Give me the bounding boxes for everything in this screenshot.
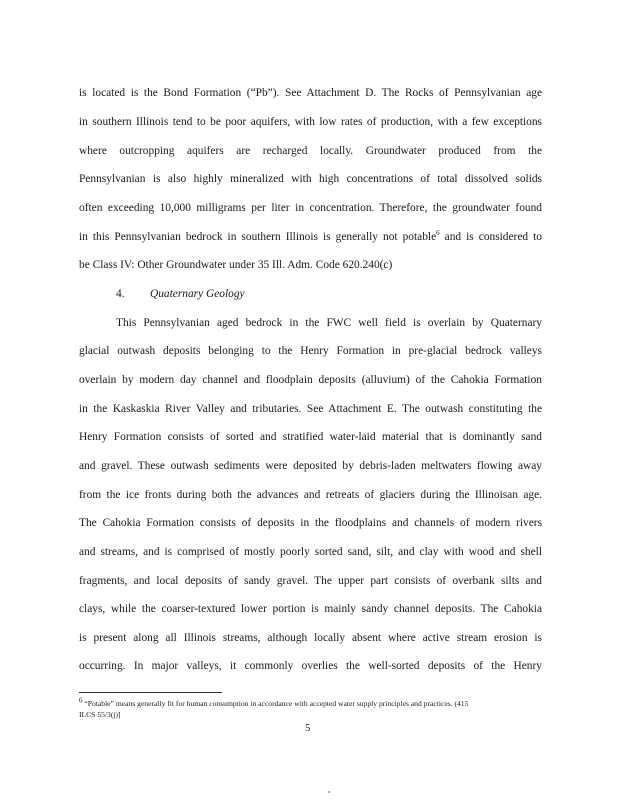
paragraph-2-line-2: glacial outwash deposits belonging to the Henry Formation in pre-glacial bedrock valleys	[79, 345, 542, 357]
paragraph-1-line-1: is located is the Bond Formation (“Pb”). See Attachment D. The Rocks of Pennsylvanian age	[79, 87, 542, 99]
footnote-line-1	[79, 696, 549, 709]
paragraph-2-line-8: The Cahokia Formation consists of deposits in the floodplains and channels of modern rivers	[79, 517, 542, 529]
paragraph-2-line-13: occurring. In major valleys, it commonly overlies the well-sorted deposits of the Henry	[79, 660, 542, 672]
paragraph-2-line-10: fragments, and local deposits of sandy gravel. The upper part consists of overbank silts and	[79, 575, 542, 587]
section-number: 4.	[116, 288, 125, 300]
paragraph-1-line-5: often exceeding 10,000 milligrams per liter in concentration. Therefore, the groundwater found	[79, 202, 542, 214]
footnote-reference: 6	[436, 229, 440, 238]
footnote-line-2: ILCS 55/3(j)]	[79, 710, 121, 719]
paragraph-2-line-3: overlain by modern day channel and floodplain deposits (alluvium) of the Cahokia Formation	[79, 374, 542, 386]
paragraph-1-line-6	[79, 230, 542, 244]
page-number: 5	[305, 723, 311, 734]
paragraph-2-line-1: This Pennsylvanian aged bedrock in the FWC well field is overlain by Quaternary	[116, 317, 542, 329]
paragraph-2-line-5: Henry Formation consists of sorted and stratified water-laid material that is dominantly sand	[79, 431, 542, 443]
paragraph-1-line-7: be Class IV: Other Groundwater under 35 Ill. Adm. Code 620.240(c)	[79, 259, 393, 271]
section-heading	[116, 287, 245, 301]
paragraph-2-line-4: in the Kaskaskia River Valley and tributaries. See Attachment E. The outwash constituting the	[79, 403, 542, 415]
paragraph-2-line-9: and streams, and is comprised of mostly poorly sorted sand, silt, and clay with wood and shell	[79, 546, 542, 558]
scan-speck	[328, 791, 330, 793]
footnote-separator	[79, 692, 222, 693]
paragraph-2-line-11: clays, while the coarser-textured lower portion is mainly sandy channel deposits. The Cahokia	[79, 603, 542, 615]
paragraph-2-line-12: is present along all Illinois streams, although locally absent where active stream erosion is	[79, 632, 542, 644]
paragraph-2-line-7: from the ice fronts during both the advances and retreats of glaciers during the Illinoisan age.	[79, 489, 542, 501]
footnote-mark: 6	[79, 696, 83, 705]
section-title: Quaternary Geology	[150, 288, 245, 300]
paragraph-1-line-4: Pennsylvanian is also highly mineralized with high concentrations of total dissolved solids	[79, 173, 542, 185]
paragraph-1-line-6-text: in this Pennsylvanian bedrock in southern Illinois is generally not potable	[79, 231, 437, 243]
paragraph-1-line-3: where outcropping aquifers are recharged locally. Groundwater produced from the	[79, 145, 542, 157]
footnote-text: “Potable” means generally fit for human consumption in accordance with accepted water supply principles and practices. (415	[82, 699, 469, 708]
paragraph-1-line-2: in southern Illinois tend to be poor aquifers, with low rates of production, with a few exceptions	[79, 116, 542, 128]
paragraph-2-line-6: and gravel. These outwash sediments were deposited by debris-laden meltwaters flowing away	[79, 460, 542, 472]
paragraph-1-line-6-tail: and is considered to	[439, 231, 542, 243]
